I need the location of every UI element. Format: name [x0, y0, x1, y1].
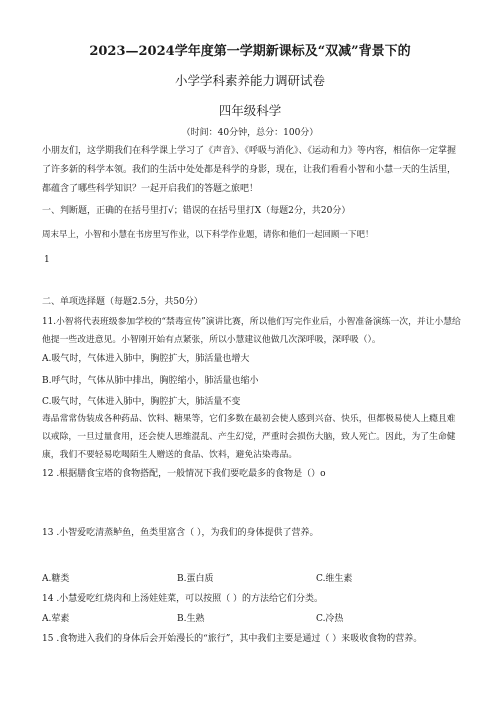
section1-description: 周末早上，小智和小慧在书房里写作业，以下科学作业题，请你和他们一起回顾一下吧！ [42, 230, 374, 240]
question-14-text: 14 .小慧爱吃红烧肉和上汤娃娃菜，可以按照（ ）的方法给它们分类。 [42, 594, 324, 604]
q11-option-b: B.呼气时，气体从肺中排出，胸腔缩小，肺活量也缩小 [42, 376, 259, 386]
exam-subtitle: 小学学科素养能力调研试卷 [174, 73, 325, 88]
q14-option-b: B.生熟 [177, 614, 205, 624]
q13-option-c: C.维生素 [316, 574, 353, 584]
question-12-text: 12 .根据膳食宝塔的食物搭配，一般情况下我们要吃最多的食物是（）o [42, 469, 326, 479]
question-11-text: 11.小智将代表班级参加学校的“禁毒宣传”演讲比赛，所以他们写完作业后，小智准备演练一次，并让小慧给他提一些改进意见。小智刚开始有点紧张，所以小慧建议他做几次深呼吸，深呼吸（）。 [42, 317, 461, 345]
q11-option-c: C.吸气时，气体进入肺中，胸腔扩大，肺活量不变 [42, 397, 241, 407]
q14-option-a: A.荤素 [42, 614, 70, 624]
q13-option-a: A.糖类 [42, 574, 70, 584]
q13-option-b: B.蛋白质 [177, 574, 214, 584]
grade-label: 四年级科学 [218, 103, 282, 118]
exam-title: 2023—2024学年度第一学期新课标及“双减”背景下的 [89, 44, 411, 59]
question-number-1: 1 [44, 255, 50, 265]
q11-option-a: A.吸气时，气体进入肺中，胸腔扩大，肺活量也增大 [42, 354, 250, 364]
intro-paragraph: 小朋友们，这学期我们在科学课上学习了《声音》、《呼吸与消化》、《运动和力》等内容，相信你一定掌握了许多新的科学本领。我们的生活中处处都是科学的身影，现在，让我们看看小智和小慧一天的生活里，都蕴含了哪些科学知识？一起开启我们的答题之旅吧！ [42, 146, 457, 194]
section1-heading: 一、判断题，正确的在括号里打√；错误的在括号里打X（每题2分，共20分） [42, 206, 351, 216]
time-info: （时间：40分钟，总分：100分） [181, 128, 319, 138]
question-15-text: 15 .食物进入我们的身体后会开始漫长的“旅行”，其中我们主要是通过（ ）来吸收食物的营养。 [42, 634, 423, 644]
drug-passage: 毒品常常伪装成各种药品、饮料、糖果等，它们多数在最初会使人感到兴奋、快乐，但都极易使人上瘾且难以戒除，一旦过量食用，还会使人思维混乱、产生幻觉，严重时会损伤大脑，致人死亡。因此，为了生命健康，我们不要轻易吃喝陌生人赠送的食品、饮料，避免沾染毒品。 [42, 414, 456, 460]
q14-option-c: C.冷热 [316, 614, 344, 624]
question-13-text: 13 .小智爱吃清蒸鲈鱼，鱼类里富含（ ），为我们的身体提供了营养。 [42, 528, 319, 538]
section2-heading: 二、单项选择题（每题2.5分，共50分） [42, 297, 203, 307]
